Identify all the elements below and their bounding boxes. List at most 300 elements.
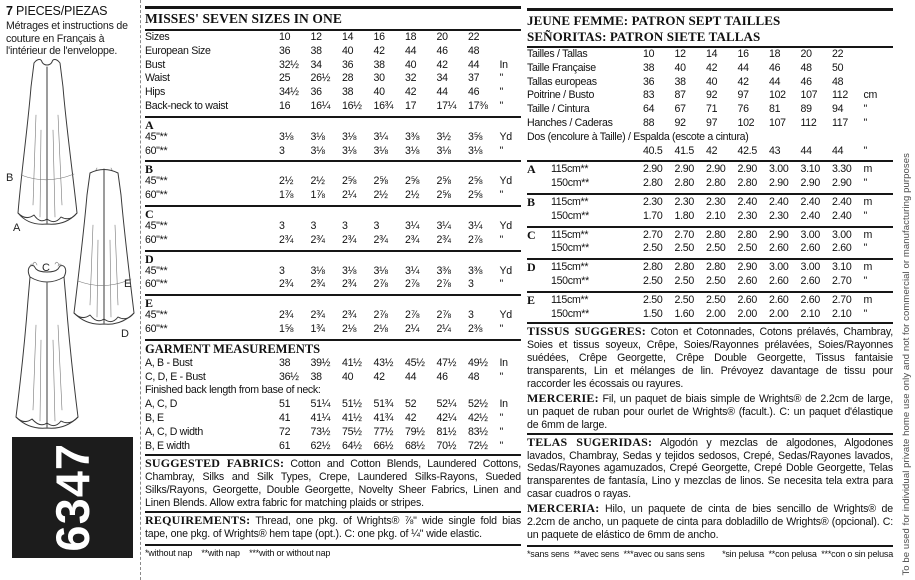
- unit-label: cm: [863, 89, 878, 102]
- cell-value: 2.80: [737, 228, 757, 241]
- cell-value: 97: [737, 89, 749, 102]
- cell-value: 18: [769, 48, 781, 60]
- cell-value: 49½: [468, 356, 488, 369]
- cell-value: 3⅜: [468, 264, 483, 277]
- cell-value: 2.60: [737, 293, 757, 306]
- cell-value: 44: [405, 370, 417, 383]
- table-row: [527, 103, 893, 117]
- cell-value: 2.60: [800, 293, 820, 306]
- cell-value: 107: [800, 89, 818, 102]
- cell-value: 41½: [342, 411, 362, 424]
- sens-footnote: *sans sens **avec sens ***avec ou sans sens: [527, 548, 705, 559]
- cell-value: 92: [674, 116, 686, 129]
- cell-value: 48: [468, 370, 480, 383]
- table-row: [527, 196, 893, 210]
- table-row: [527, 131, 893, 145]
- row-label: 115cm**: [551, 228, 589, 241]
- cell-value: 2.60: [769, 242, 789, 255]
- row-label: Sizes: [145, 31, 170, 43]
- cell-value: 41½: [342, 356, 362, 369]
- cell-value: 2¾: [373, 233, 388, 246]
- view-letter: D: [145, 251, 154, 266]
- requirements-text: Thread, one pkg. of Wrights® ⅞" wide single fold bias tape, one pkg. of Wrights® hem tape (opt.). C: one pkg. of ¼" wide elastic.: [145, 514, 521, 540]
- view-letter: B: [145, 162, 154, 177]
- table-row: [527, 163, 893, 177]
- cell-value: 42: [405, 86, 417, 99]
- yardage-section-d: [527, 258, 893, 289]
- cell-value: 38: [310, 370, 322, 383]
- cell-value: 48: [832, 75, 844, 88]
- cell-value: 3.00: [769, 261, 789, 274]
- cell-value: 36: [310, 86, 322, 99]
- imperial-column: [145, 6, 521, 558]
- cell-value: 2¾: [342, 309, 357, 322]
- cell-value: 41¾: [373, 411, 394, 424]
- imperial-body-table: [145, 31, 521, 114]
- cell-value: 2.00: [737, 307, 757, 320]
- view-label-d: D: [121, 328, 129, 340]
- cell-value: 79½: [405, 425, 425, 438]
- tissus-text: Coton et Cotonnades, Cotons prélavés, Chambray, Soies et tissus soyeux, Crêpe, Soies/Rayonnes prélavées, Soies/Rayonnes suédées, Crêpe Georgette, Crêpe Double Georgette, Tissus fantaisie transparents, Lin et mélanges de lin. Prévoyez davantage de tissu pour raccorder les écossais ou rayures.: [527, 326, 894, 390]
- dress-illustrations: [0, 55, 142, 435]
- cell-value: 67: [674, 103, 686, 116]
- cell-value: 50: [832, 61, 844, 74]
- cell-value: 2.30: [643, 195, 663, 208]
- cell-value: 32: [405, 72, 417, 85]
- cell-value: 2¾: [342, 278, 357, 291]
- cell-value: 77½: [373, 425, 394, 438]
- unit-label: ": [499, 425, 503, 438]
- yardage-section-e: [145, 294, 521, 337]
- cell-value: 51: [279, 398, 291, 411]
- pieces-label: PIECES/PIEZAS: [12, 4, 108, 18]
- home-use-notice: To be used for individual private home use only and not for commercial or manufacturing purposes: [900, 153, 912, 576]
- cell-value: 3: [279, 264, 285, 277]
- row-label: 60"**: [145, 278, 168, 291]
- cell-value: 1⅞: [310, 189, 325, 202]
- cell-value: 3: [468, 309, 474, 322]
- cell-value: 3.30: [832, 163, 852, 176]
- cell-value: 3¼: [436, 219, 451, 232]
- unit-label: [500, 31, 520, 45]
- cell-value: 34: [310, 58, 322, 71]
- cell-value: 44: [769, 75, 781, 88]
- view-letter: D: [527, 260, 536, 275]
- cell-value: 48: [468, 44, 480, 57]
- cell-value: 38: [279, 356, 291, 369]
- row-label: 45"**: [145, 175, 168, 188]
- table-row: [145, 234, 521, 248]
- unit-label: m: [863, 228, 873, 241]
- cell-value: 2⅞: [405, 309, 420, 322]
- row-label: Hanches / Caderas: [527, 116, 613, 129]
- view-label-e: E: [124, 278, 132, 290]
- table-row: [527, 294, 893, 308]
- cell-value: 2.70: [832, 274, 852, 287]
- cell-value: 81: [769, 103, 781, 116]
- yardage-section-d: [145, 250, 521, 293]
- cell-value: 2¾: [279, 278, 294, 291]
- cell-value: 38: [310, 44, 322, 57]
- cell-value: 102: [769, 89, 786, 102]
- yardage-section-c: [527, 226, 893, 257]
- cell-value: 2.60: [832, 242, 852, 255]
- cell-value: 44: [800, 144, 812, 157]
- cell-value: 2⅝: [342, 175, 357, 188]
- cell-value: 3¼: [373, 130, 388, 143]
- unit-label: ": [499, 189, 503, 202]
- edge-note: [898, 0, 914, 580]
- cell-value: 42: [436, 58, 448, 71]
- cell-value: 16: [373, 31, 385, 43]
- table-row: [527, 210, 893, 224]
- unit-label: Yd: [499, 264, 512, 277]
- cell-value: 2.30: [674, 195, 694, 208]
- cell-value: 3⅛: [342, 144, 357, 157]
- cell-value: 1⅞: [279, 189, 294, 202]
- cell-value: 2.60: [769, 293, 789, 306]
- table-row: [527, 261, 893, 275]
- cell-value: 66½: [373, 439, 394, 452]
- merceria-text: Hilo, un paquete de cinta de bies sencillo de Wrights® de 2.2cm de ancho, un paquete de cinta para dobladillo de Wrights® (opcional). C: un paquete de elástico de 6mm de ancho.: [527, 503, 893, 541]
- cell-value: 36: [342, 58, 354, 71]
- cell-value: 39½: [310, 356, 331, 369]
- pattern-number: 6347: [46, 443, 99, 552]
- cell-value: 16½: [342, 99, 362, 112]
- row-label: 115cm**: [551, 261, 589, 274]
- cell-value: 2¾: [405, 233, 420, 246]
- cell-value: 2¾: [310, 233, 325, 246]
- unit-label: ": [499, 233, 503, 246]
- cell-value: 12: [674, 48, 686, 60]
- unit-label: Yd: [499, 175, 512, 188]
- telas-label: TELAS SUGERIDAS:: [527, 434, 653, 449]
- cell-value: 2.70: [674, 228, 694, 241]
- row-label: 115cm**: [551, 195, 589, 208]
- unit-label: [500, 45, 520, 59]
- cell-value: 42: [373, 370, 385, 383]
- row-label: Dos (encolure à Taille) / Espalda (escote a cintura): [527, 130, 749, 143]
- cell-value: 88: [643, 116, 655, 129]
- cell-value: 2.60: [737, 274, 757, 287]
- table-row: [527, 145, 893, 159]
- cell-value: 89: [800, 103, 812, 116]
- cell-value: 2¾: [342, 233, 357, 246]
- cell-value: 46: [800, 75, 812, 88]
- cell-value: 36: [279, 44, 291, 57]
- cell-value: 2⅝: [468, 175, 483, 188]
- cell-value: 3⅝: [468, 130, 483, 143]
- unit-label: ": [499, 439, 503, 452]
- view-letter: A: [527, 162, 536, 177]
- cell-value: 2.40: [769, 195, 789, 208]
- cell-value: 40: [342, 44, 354, 57]
- cell-value: 2⅝: [436, 189, 451, 202]
- cell-value: 3: [310, 219, 317, 232]
- cell-value: 3.00: [800, 261, 820, 274]
- unit-label: In: [499, 58, 508, 71]
- yardage-section-a: [527, 160, 893, 191]
- suggested-fabrics-paragraph: [145, 454, 521, 510]
- cell-value: 37: [468, 72, 480, 85]
- table-row: [145, 323, 521, 337]
- table-row: [145, 31, 521, 45]
- cell-value: 3: [342, 219, 348, 232]
- cell-value: 38: [643, 61, 655, 74]
- row-label: 60"**: [145, 322, 168, 335]
- unit-label: [864, 62, 884, 76]
- cell-value: 3: [468, 278, 474, 291]
- cell-value: 36½: [279, 370, 299, 383]
- cell-value: 3⅛: [310, 144, 325, 157]
- cell-value: 2⅛: [373, 322, 388, 335]
- cell-value: 41: [279, 411, 291, 424]
- cell-value: 3⅛: [310, 130, 325, 143]
- dress-view-a-illustration: [18, 59, 77, 224]
- merceria-label: MERCERIA:: [527, 501, 600, 516]
- pieces-count: 7: [6, 4, 13, 18]
- view-letter: [527, 275, 551, 289]
- cell-value: 2.30: [769, 209, 789, 222]
- cell-value: 41¼: [310, 411, 331, 424]
- table-row: [145, 189, 521, 203]
- yardage-section-b: [145, 160, 521, 203]
- cell-value: 40: [674, 61, 686, 74]
- cell-value: 3⅜: [405, 130, 420, 143]
- cell-value: 2¾: [279, 233, 294, 246]
- cell-value: 51¼: [310, 398, 331, 411]
- unit-label: Yd: [499, 219, 512, 232]
- dashed-separator: [140, 0, 141, 580]
- cell-value: 3⅛: [279, 130, 294, 143]
- table-row: [145, 278, 521, 292]
- cell-value: 2.90: [643, 163, 663, 176]
- cell-value: 3¼: [468, 219, 483, 232]
- unit-label: ": [863, 242, 867, 255]
- unit-label: ": [863, 116, 867, 129]
- yardage-section-b: [527, 193, 893, 224]
- tissus-label: TISSUS SUGGERES:: [527, 324, 646, 339]
- cell-value: 42: [706, 144, 718, 157]
- table-row: [145, 371, 521, 385]
- cell-value: 3⅜: [436, 264, 451, 277]
- row-label: 60"**: [145, 189, 168, 202]
- mercerie-label: MERCERIE:: [527, 390, 599, 405]
- unit-label: ": [499, 72, 503, 85]
- cell-value: 2¾: [310, 278, 325, 291]
- cell-value: 16: [279, 99, 291, 112]
- cell-value: 38: [674, 75, 686, 88]
- cell-value: 3⅛: [373, 264, 388, 277]
- cell-value: 3.00: [832, 228, 852, 241]
- dress-view-d-illustration: [74, 168, 134, 324]
- cell-value: 70½: [436, 439, 457, 452]
- unit-label: ": [499, 86, 503, 99]
- cell-value: 81½: [436, 425, 457, 438]
- view-letter: E: [527, 292, 535, 307]
- garment-measurements-title: GARMENT MEASUREMENTS: [145, 341, 321, 356]
- unit-label: m: [863, 163, 873, 176]
- pelusa-footnote: *sin pelusa **con pelusa ***con o sin pelusa: [722, 548, 893, 559]
- row-label: 150cm**: [551, 209, 589, 222]
- yardage-section-c: [145, 205, 521, 248]
- cell-value: 3: [279, 144, 285, 157]
- cell-value: 2.00: [706, 307, 726, 320]
- row-label: 45"**: [145, 130, 168, 143]
- table-row: [527, 117, 893, 131]
- cell-value: 2.90: [769, 228, 789, 241]
- cell-value: 2⅝: [436, 175, 451, 188]
- cell-value: 3⅛: [436, 144, 451, 157]
- cell-value: 3¼: [405, 264, 420, 277]
- cell-value: 83: [643, 89, 655, 102]
- cell-value: 2.80: [706, 261, 726, 274]
- cell-value: 17: [405, 99, 417, 112]
- unit-label: ": [863, 274, 867, 287]
- cell-value: 2.90: [674, 163, 694, 176]
- cell-value: 10: [643, 48, 655, 60]
- cell-value: 3½: [436, 130, 451, 143]
- row-label: Taille Française: [527, 61, 596, 74]
- row-label: European Size: [145, 44, 211, 57]
- view-letter: E: [145, 296, 154, 311]
- row-label: 150cm**: [551, 307, 589, 320]
- view-letter: C: [527, 227, 536, 242]
- unit-label: Yd: [499, 130, 512, 143]
- cell-value: 2⅛: [342, 322, 357, 335]
- cell-value: 30: [373, 72, 385, 85]
- cell-value: 20: [436, 31, 448, 43]
- suggested-fabrics-text: Cotton and Cotton Blends, Laundered Cottons, Chambray, Silks and Silk Types, Crepe, Laundered Silks-Rayons, Sueded Silks/Rayons, Georgette, Double Georgette, Novelty Sheer Fabrics, Linen and Linen Blends. Allow extra fabric for matching plaids or stripes.: [145, 458, 521, 510]
- tissus-paragraph: [527, 322, 893, 391]
- cell-value: 3.10: [800, 163, 820, 176]
- cell-value: 2.00: [769, 307, 789, 320]
- table-row: [145, 86, 521, 100]
- cell-value: 112: [800, 116, 817, 129]
- cell-value: 2.80: [674, 177, 694, 190]
- pattern-number-box: [12, 437, 133, 558]
- metric-title: [527, 8, 893, 48]
- mercerie-paragraph: [527, 392, 893, 432]
- cell-value: 71: [706, 103, 718, 116]
- table-row: [145, 131, 521, 145]
- cell-value: 2½: [310, 175, 325, 188]
- yardage-section-e: [527, 291, 893, 322]
- row-label: Bust: [145, 58, 165, 71]
- cell-value: 2⅜: [468, 322, 483, 335]
- table-row: [145, 45, 521, 59]
- imperial-yardage-table: [145, 116, 521, 337]
- cell-value: 2.50: [674, 242, 694, 255]
- pieces-count-line: [6, 4, 138, 18]
- cell-value: 2.60: [800, 274, 820, 287]
- cell-value: 92: [706, 89, 718, 102]
- cell-value: 26½: [310, 72, 331, 85]
- cell-value: 47½: [436, 356, 457, 369]
- cell-value: 42: [373, 44, 385, 57]
- cell-value: 42.5: [737, 144, 757, 157]
- cell-value: 73½: [310, 425, 331, 438]
- unit-label: [864, 48, 884, 62]
- view-letter: [527, 242, 551, 256]
- unit-label: ": [863, 307, 867, 320]
- row-label: 60"**: [145, 144, 168, 157]
- cell-value: 2.40: [832, 195, 852, 208]
- row-label: Waist: [145, 72, 170, 85]
- unit-label: ": [499, 99, 503, 112]
- unit-label: Yd: [499, 309, 512, 322]
- cell-value: 2.50: [706, 242, 726, 255]
- cell-value: 14: [706, 48, 718, 60]
- cell-value: 16: [737, 48, 749, 60]
- cell-value: 40: [342, 370, 354, 383]
- cell-value: 42: [706, 61, 718, 74]
- table-row: [527, 229, 893, 243]
- imperial-title: MISSES' SEVEN SIZES IN ONE: [145, 6, 521, 31]
- cell-value: 36: [643, 75, 655, 88]
- table-row: [145, 398, 521, 412]
- view-letter: [527, 210, 551, 224]
- cell-value: 2.80: [674, 261, 694, 274]
- table-row: [145, 309, 521, 323]
- metric-title-es: SEÑORITAS: PATRON SIETE TALLAS: [527, 28, 761, 44]
- cell-value: 3.00: [800, 228, 820, 241]
- cell-value: 2½: [279, 175, 294, 188]
- view-letter: A: [145, 117, 154, 132]
- unit-label: [864, 76, 884, 90]
- cell-value: 75½: [342, 425, 362, 438]
- cell-value: 20: [800, 48, 812, 60]
- table-row: [145, 100, 521, 114]
- cell-value: 2⅞: [373, 309, 388, 322]
- cell-value: 2.50: [706, 293, 726, 306]
- cell-value: 107: [769, 116, 786, 129]
- cell-value: 2¾: [310, 309, 325, 322]
- row-label: [527, 145, 643, 159]
- row-label: C, D, E - Bust: [145, 370, 206, 383]
- cell-value: 83½: [468, 425, 488, 438]
- row-label: B, E width: [145, 439, 190, 452]
- cell-value: 2.90: [706, 163, 726, 176]
- cell-value: 25: [279, 72, 291, 85]
- view-label-a: A: [13, 222, 21, 234]
- view-label-b: B: [6, 172, 14, 184]
- cell-value: 2⅞: [436, 278, 451, 291]
- cell-value: 3⅛: [310, 264, 325, 277]
- cell-value: 44: [405, 44, 417, 57]
- cell-value: 2.50: [643, 293, 663, 306]
- cell-value: 42¼: [436, 411, 457, 424]
- cell-value: 112: [832, 89, 848, 102]
- unit-label: ": [499, 322, 503, 335]
- cell-value: 62½: [310, 439, 331, 452]
- row-label: 150cm**: [551, 177, 589, 190]
- cell-value: 2.10: [706, 209, 726, 222]
- table-row: [527, 48, 893, 62]
- cell-value: 2.80: [643, 177, 663, 190]
- cell-value: 40.5: [643, 144, 663, 157]
- cell-value: 52¼: [436, 398, 457, 411]
- cell-value: 17¼: [436, 99, 457, 112]
- cell-value: 2.50: [643, 274, 663, 287]
- row-label: 115cm**: [551, 163, 589, 176]
- cell-value: 40: [706, 75, 718, 88]
- unit-label: ": [499, 411, 503, 424]
- cell-value: 2.90: [769, 177, 789, 190]
- cell-value: 2.90: [832, 177, 852, 190]
- table-row: [527, 89, 893, 103]
- left-column: [6, 4, 138, 58]
